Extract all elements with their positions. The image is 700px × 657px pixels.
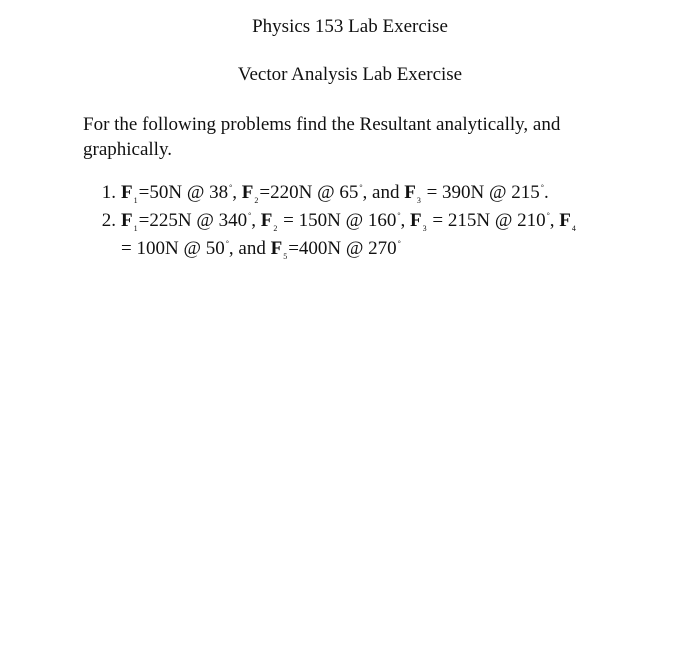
force-term: $F_3 = 215N$ @ 210° [410, 210, 550, 233]
force-term: $F_3 = 390N$ @ 215° [404, 182, 544, 205]
problem-text: $F_1=225N$ @ 340°, $F_2 = 150N$ @ 160°, $F_3 = 215N$ @ 210°, $F_4$ = 100N @ 50°, and $F_5=400N$ @ 270° [121, 210, 576, 261]
problem-text: $F_1=50N$ @ 38°, $F_2=220N$ @ 65°, and $F_3 = 390N$ @ 215°. [121, 182, 549, 205]
problem-number: 1. [101, 182, 116, 203]
problem-item [83, 180, 643, 208]
problem-number: 2. [101, 210, 116, 231]
force-subscript: 4 [571, 224, 576, 233]
force-symbol: F [559, 210, 571, 231]
force-term: $F_5=400N$ @ 270° [270, 238, 401, 261]
problem-list [83, 180, 643, 264]
instructions-paragraph: For the following problems find the Resultant analytically, and graphically. [83, 114, 561, 160]
force-term-continued: = 100N @ 50° [121, 238, 229, 259]
document-subtitle: Vector Analysis Lab Exercise [237, 64, 463, 85]
force-term: $F_1=225N$ @ 340° [121, 210, 252, 233]
document-title: Physics 153 Lab Exercise [252, 16, 448, 37]
problem-item [83, 208, 643, 264]
force-term: $F_2 = 150N$ @ 160° [260, 210, 401, 233]
force-term: $F_1=50N$ @ 38° [121, 182, 233, 205]
force-term: $F_2=220N$ @ 65° [241, 182, 363, 205]
